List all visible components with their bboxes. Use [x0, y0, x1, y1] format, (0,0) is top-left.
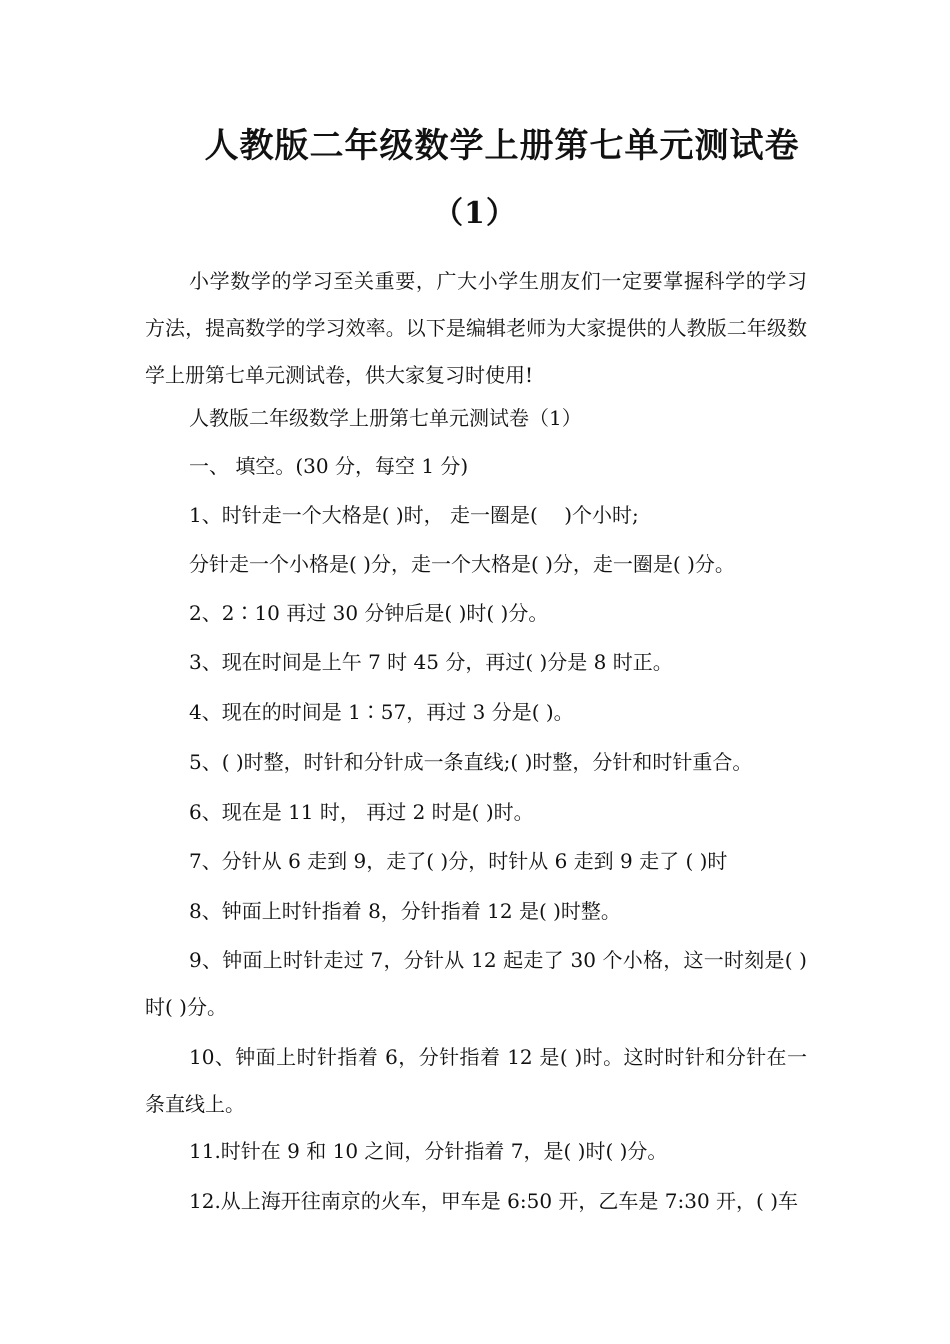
question-1b: 分针走一个小格是( )分，走一个大格是( )分，走一圈是( )分。 — [189, 552, 735, 576]
intro-paragraph: 小学数学的学习至关重要，广大小学生朋友们一定要掌握科学的学习方法，提高数学的学习效率。以下是编辑老师为大家提供的人教版二年级数学上册第七单元测试卷，供大家复习时使用! — [145, 269, 807, 387]
question-2: 2、2∶10 再过 30 分钟后是( )时( )分。 — [189, 601, 549, 625]
question-7: 7、分针从 6 走到 9，走了( )分，时针从 6 走到 9 走了 ( )时 — [189, 849, 728, 873]
question-4: 4、现在的时间是 1∶57，再过 3 分是( )。 — [189, 700, 574, 724]
subtitle: 人教版二年级数学上册第七单元测试卷（1） — [189, 406, 582, 430]
question-8: 8、钟面上时针指着 8，分针指着 12 是( )时整。 — [189, 899, 621, 923]
question-12: 12.从上海开往南京的火车，甲车是 6:50 开，乙车是 7:30 开，( )车 — [189, 1189, 799, 1213]
question-3: 3、现在时间是上午 7 时 45 分，再过( )分是 8 时正。 — [189, 650, 673, 674]
document-title-number: （1） — [433, 196, 517, 231]
question-1a: 1、时针走一个大格是( )时， 走一圈是( )个小时; — [189, 503, 639, 527]
question-5: 5、( )时整，时针和分针成一条直线;( )时整，分针和时针重合。 — [189, 750, 753, 774]
question-11: 11.时针在 9 和 10 之间，分针指着 7，是( )时( )分。 — [189, 1139, 668, 1163]
question-9: 9、钟面上时针走过 7，分针从 12 起走了 30 个小格，这一时刻是( )时( )分。 — [145, 948, 807, 1019]
question-10: 10、钟面上时针指着 6，分针指着 12 是( )时。这时时针和分针在一条直线上。 — [145, 1045, 807, 1116]
section-heading: 一、 填空。(30 分，每空 1 分) — [189, 454, 469, 478]
document-title: 人教版二年级数学上册第七单元测试卷 — [204, 126, 800, 166]
question-6: 6、现在是 11 时， 再过 2 时是( )时。 — [189, 800, 534, 824]
